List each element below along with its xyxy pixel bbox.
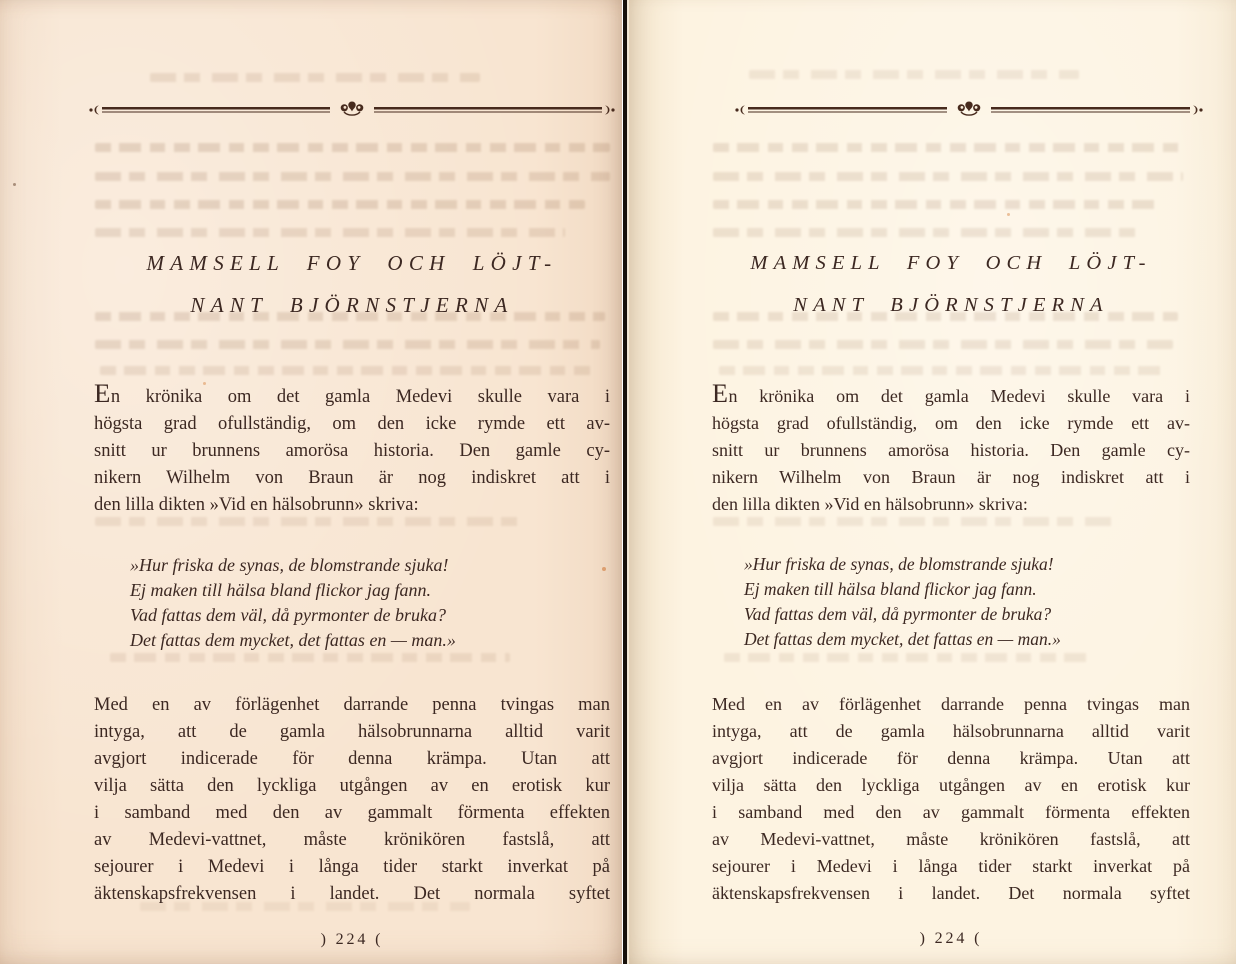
text-line: avgjort indicerade för denna krämpa. Utan att xyxy=(712,748,1190,768)
text-line: avgjort indicerade för denna krämpa. Utan att xyxy=(94,749,610,769)
rule-line xyxy=(991,107,1190,114)
text-line: äktenskapsfrekvensen i landet. Det normala syftet xyxy=(712,883,1190,903)
text-line: En krönika om det gamla Medevi skulle vara i xyxy=(94,378,610,408)
rule-end-right-icon xyxy=(1190,104,1204,116)
poem-line: Vad fattas dem väl, då pyrmonter de bruka? xyxy=(744,604,1052,624)
text-line: högsta grad ofullständig, om den icke rymde ett av- xyxy=(94,414,610,434)
fleuron-ornament-icon xyxy=(949,100,989,120)
text-line: vilja sätta den lyckliga utgången av en erotisk kur xyxy=(712,775,1190,795)
body-paragraph xyxy=(712,691,1190,907)
rule-end-right-icon xyxy=(602,104,616,116)
text-line: vilja sätta den lyckliga utgången av en erotisk kur xyxy=(94,776,610,796)
poem-line: Vad fattas dem väl, då pyrmonter de bruka? xyxy=(130,605,446,625)
text-line: i samband med den av gammalt förmenta effekten xyxy=(712,802,1190,822)
text-line: sejourer i Medevi i långa tider starkt inverkat på xyxy=(712,856,1190,876)
chapter-title-line2: NANT BJÖRNSTJERNA xyxy=(190,293,514,317)
rule-end-left-icon xyxy=(88,104,102,116)
poem-quote xyxy=(744,552,1190,652)
text-line: i samband med den av gammalt förmenta effekten xyxy=(94,803,610,823)
text-line: nikern Wilhelm von Braun är nog indiskret att i xyxy=(94,468,610,488)
chapter-head-rule xyxy=(88,100,616,120)
rule-end-left-icon xyxy=(734,104,748,116)
chapter-title-line2: NANT BJÖRNSTJERNA xyxy=(793,294,1109,316)
text-line: snitt ur brunnens amorösa historia. Den gamle cy- xyxy=(94,441,610,461)
poem-line: Det fattas dem mycket, det fattas en — man.» xyxy=(130,630,456,650)
poem-line: Ej maken till hälsa bland flickor jag fann. xyxy=(744,579,1037,599)
intro-paragraph xyxy=(94,380,610,519)
fleuron-ornament-icon xyxy=(332,100,372,120)
text-line: intyga, att de gamla hälsobrunnarna alltid varit xyxy=(712,721,1190,741)
text-line: den lilla dikten »Vid en hälsobrunn» skriva: xyxy=(712,494,1028,514)
text-line: snitt ur brunnens amorösa historia. Den gamle cy- xyxy=(712,440,1190,460)
text-line: Med en av förlägenhet darrande penna tvingas man xyxy=(94,695,610,715)
page-right xyxy=(629,0,1236,964)
poem-line: »Hur friska de synas, de blomstrande sjuka! xyxy=(744,554,1054,574)
page-number: ) 224 ( xyxy=(919,930,983,947)
rule-line xyxy=(102,107,330,114)
text-line: En krönika om det gamla Medevi skulle vara i xyxy=(712,379,1190,408)
chapter-title xyxy=(712,242,1190,326)
text-line: den lilla dikten »Vid en hälsobrunn» skriva: xyxy=(94,495,419,515)
poem-line: »Hur friska de synas, de blomstrande sjuka! xyxy=(130,555,449,575)
intro-paragraph xyxy=(712,380,1190,518)
text-line: av Medevi-vattnet, måste krönikören fastslå, att xyxy=(94,830,610,850)
bleedthrough-line xyxy=(150,73,480,82)
chapter-title-line1: MAMSELL FOY OCH LÖJT- xyxy=(750,252,1152,274)
body-paragraph xyxy=(94,692,610,908)
chapter-title-line1: MAMSELL FOY OCH LÖJT- xyxy=(146,251,558,275)
poem-line: Ej maken till hälsa bland flickor jag fann. xyxy=(130,580,431,600)
chapter-head-rule xyxy=(734,100,1204,120)
rule-line xyxy=(374,107,602,114)
poem-quote xyxy=(130,553,610,653)
chapter-title xyxy=(94,242,610,326)
text-line: intyga, att de gamla hälsobrunnarna alltid varit xyxy=(94,722,610,742)
bleedthrough-line xyxy=(749,70,1079,79)
text-line: högsta grad ofullständig, om den icke rymde ett av- xyxy=(712,413,1190,433)
text-line: äktenskapsfrekvensen i landet. Det normala syftet xyxy=(94,884,610,904)
poem-line: Det fattas dem mycket, det fattas en — man.» xyxy=(744,629,1061,649)
text-line: av Medevi-vattnet, måste krönikören fastslå, att xyxy=(712,829,1190,849)
text-line: nikern Wilhelm von Braun är nog indiskret att i xyxy=(712,467,1190,487)
page-number: ) 224 ( xyxy=(320,931,384,948)
text-line: sejourer i Medevi i långa tider starkt inverkat på xyxy=(94,857,610,877)
rule-line xyxy=(748,107,947,114)
text-line: Med en av förlägenhet darrande penna tvingas man xyxy=(712,694,1190,714)
page-gutter-divider xyxy=(622,0,629,964)
